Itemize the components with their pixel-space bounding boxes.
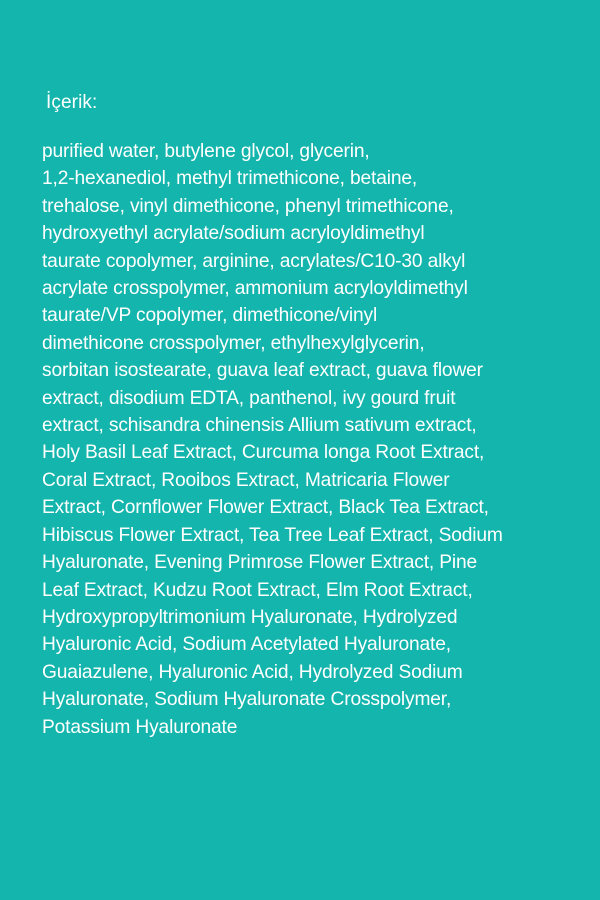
ingredient-line: sorbitan isostearate, guava leaf extract, guava flower	[42, 360, 483, 382]
ingredients-heading: İçerik:	[46, 92, 98, 113]
ingredient-line: Extract, Cornflower Flower Extract, Black Tea Extract,	[42, 497, 489, 519]
ingredient-line: Coral Extract, Rooibos Extract, Matricaria Flower	[42, 469, 450, 491]
ingredient-line: Potassium Hyaluronate	[42, 716, 238, 738]
ingredient-line: extract, disodium EDTA, panthenol, ivy gourd fruit	[42, 387, 456, 409]
ingredient-line: Hyaluronate, Sodium Hyaluronate Crosspolymer,	[42, 689, 452, 711]
ingredient-line: Hydroxypropyltrimonium Hyaluronate, Hydrolyzed	[42, 606, 458, 628]
ingredient-line: 1,2-hexanediol, methyl trimethicone, betaine,	[42, 168, 418, 190]
ingredient-line: Holy Basil Leaf Extract, Curcuma longa Root Extract,	[42, 442, 485, 464]
ingredient-line: extract, schisandra chinensis Allium sativum extract,	[42, 415, 477, 437]
ingredient-line: Hibiscus Flower Extract, Tea Tree Leaf Extract, Sodium	[42, 524, 503, 546]
ingredient-line: hydroxyethyl acrylate/sodium acryloyldimethyl	[42, 223, 425, 245]
ingredient-line: Hyaluronate, Evening Primrose Flower Extract, Pine	[42, 552, 478, 574]
ingredient-line: purified water, butylene glycol, glycerin,	[42, 141, 370, 162]
ingredient-line: Hyaluronic Acid, Sodium Acetylated Hyaluronate,	[42, 634, 451, 656]
ingredient-line: Leaf Extract, Kudzu Root Extract, Elm Root Extract,	[42, 579, 473, 601]
ingredient-line: trehalose, vinyl dimethicone, phenyl trimethicone,	[42, 195, 454, 217]
ingredient-line: Guaiazulene, Hyaluronic Acid, Hydrolyzed Sodium	[42, 661, 463, 683]
ingredient-line: dimethicone crosspolymer, ethylhexylglycerin,	[42, 332, 425, 354]
ingredient-line: acrylate crosspolymer, ammonium acryloyldimethyl	[42, 278, 468, 300]
ingredients-list	[42, 138, 562, 741]
ingredient-line: taurate copolymer, arginine, acrylates/C10-30 alkyl	[42, 250, 466, 272]
ingredient-line: taurate/VP copolymer, dimethicone/vinyl	[42, 305, 378, 327]
